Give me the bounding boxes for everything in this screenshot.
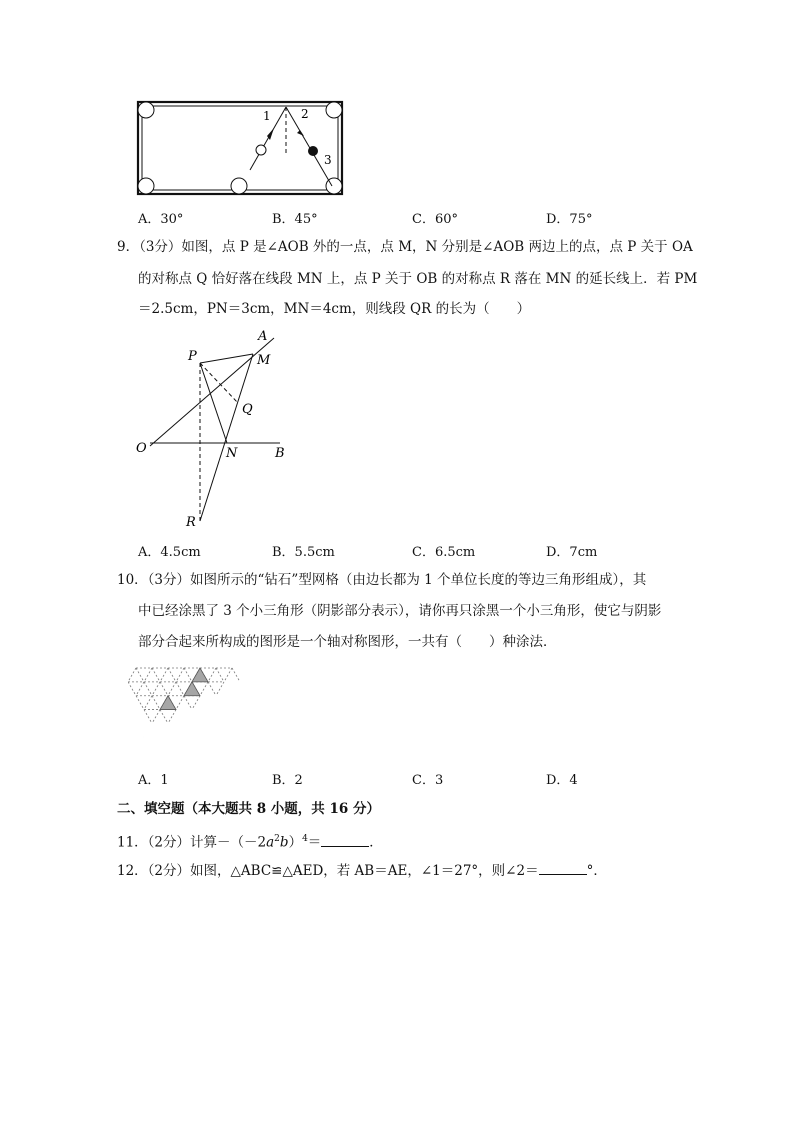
label-r: R [186, 515, 196, 530]
label-m: M [257, 353, 271, 368]
q8-option-b: B．45° [272, 212, 318, 227]
q9-line-2: 的对称点 Q 恰好落在线段 MN 上，点 P 关于 OB 的对称点 R 落在 MN 的延长线上．若 PM [138, 271, 698, 287]
arrow-out [297, 130, 304, 136]
billiard-table-figure [136, 98, 346, 198]
grid-line [152, 682, 160, 696]
q9-line-3: ＝2.5cm，PN＝3cm，MN＝4cm，则线段 QR 的长为（ ） [138, 301, 531, 317]
q12-text: 12．（2分）如图，△ABC≌△AED，若 AB＝AE，∠1＝27°，则∠2＝ [117, 863, 539, 879]
grid-line [128, 668, 136, 682]
grid-line [168, 710, 176, 724]
q10-line-3: 部分合起来所构成的图形是一个轴对称图形，一共有（ ）种涂法． [138, 634, 557, 650]
q10-option-b: B．2 [272, 773, 303, 788]
q11-prefix: 11．（2分）计算－（－2 [117, 834, 267, 851]
q12-answer-blank[interactable] [539, 862, 587, 875]
q11-var-b: b [279, 834, 289, 851]
grid-line [136, 696, 144, 710]
q12-end: °． [586, 863, 607, 879]
grid-line [192, 696, 200, 710]
q10-option-d: D．4 [546, 773, 578, 788]
shaded-triangle [160, 696, 176, 710]
cue-path-out [286, 107, 332, 186]
q11-answer-blank[interactable] [321, 834, 369, 847]
grid-line [176, 696, 184, 710]
q10-option-a: A．1 [138, 773, 169, 788]
grid-line [200, 682, 208, 696]
grid-line [152, 710, 160, 724]
grid-line [184, 696, 192, 710]
grid-line [168, 668, 176, 682]
q11-end: ． [369, 834, 383, 851]
pocket-bottom-mid [231, 178, 247, 194]
diamond-grid-figure [128, 664, 240, 756]
grid-line [216, 668, 224, 682]
angle-label-3: 3 [324, 153, 332, 167]
grid-line [136, 668, 144, 682]
segment-pm [200, 354, 253, 363]
grid-line [144, 682, 152, 696]
label-b: B [275, 446, 285, 461]
label-p: P [188, 349, 197, 364]
grid-line [136, 682, 144, 696]
q10-option-c: C．3 [412, 773, 444, 788]
grid-line [144, 710, 152, 724]
q9-option-c: C．6.5cm [412, 545, 476, 560]
grid-line [128, 682, 136, 696]
question-12 [117, 862, 607, 880]
grid-line [152, 696, 160, 710]
q9-geometry-figure [130, 326, 300, 532]
white-ball [256, 145, 266, 155]
grid-line [224, 668, 232, 682]
q11-equals: ＝ [307, 834, 322, 851]
pocket-bottom-left [138, 178, 154, 194]
grid-line [160, 710, 168, 724]
pocket-top-right [326, 102, 342, 118]
q11-close: ） [288, 834, 303, 851]
q9-option-d: D．7cm [546, 545, 598, 560]
pocket-top-left [138, 102, 154, 118]
grid-line [144, 668, 152, 682]
grid-line [144, 696, 152, 710]
grid-line [208, 668, 216, 682]
ray-oa [150, 338, 274, 446]
shaded-triangle [192, 668, 208, 682]
q9-line-1: 9．（3分）如图，点 P 是∠AOB 外的一点，点 M，N 分别是∠AOB 两边上的点，点 P 关于 OA [117, 239, 693, 255]
shaded-triangle [184, 682, 200, 696]
question-11 [117, 830, 383, 852]
q11-exp-4: 4 [302, 834, 308, 844]
angle-label-1: 1 [263, 109, 271, 123]
grid-line [160, 668, 168, 682]
grid-line [216, 682, 224, 696]
grid-line [184, 668, 192, 682]
grid-line [152, 668, 160, 682]
q11-var-a: a [266, 834, 275, 851]
label-a: A [258, 329, 268, 344]
q9-option-b: B．5.5cm [272, 545, 335, 560]
q11-exp-2: 2 [274, 834, 280, 844]
label-q: Q [242, 402, 253, 417]
q10-line-1: 10．（3分）如图所示的“钻石”型网格（由边长都为 1 个单位长度的等边三角形组成），其 [117, 572, 647, 588]
label-n: N [226, 446, 238, 461]
label-o: O [136, 441, 147, 456]
q8-option-a: A．30° [138, 212, 184, 227]
black-ball [308, 146, 318, 156]
grid-line [160, 682, 168, 696]
grid-line [232, 668, 240, 682]
q8-option-d: D．75° [546, 212, 593, 227]
q9-option-a: A．4.5cm [138, 545, 201, 560]
section-heading: 二、填空题（本大题共 8 小题，共 16 分） [117, 801, 380, 817]
angle-label-2: 2 [301, 107, 309, 121]
grid-line [176, 668, 184, 682]
segment-pn [200, 363, 227, 443]
grid-line [176, 682, 184, 696]
q8-option-c: C．60° [412, 212, 458, 227]
grid-line [208, 682, 216, 696]
grid-line [168, 682, 176, 696]
q10-line-2: 中已经涂黑了 3 个小三角形（阴影部分表示），请你再只涂黑一个小三角形，使它与阴影 [138, 603, 662, 619]
